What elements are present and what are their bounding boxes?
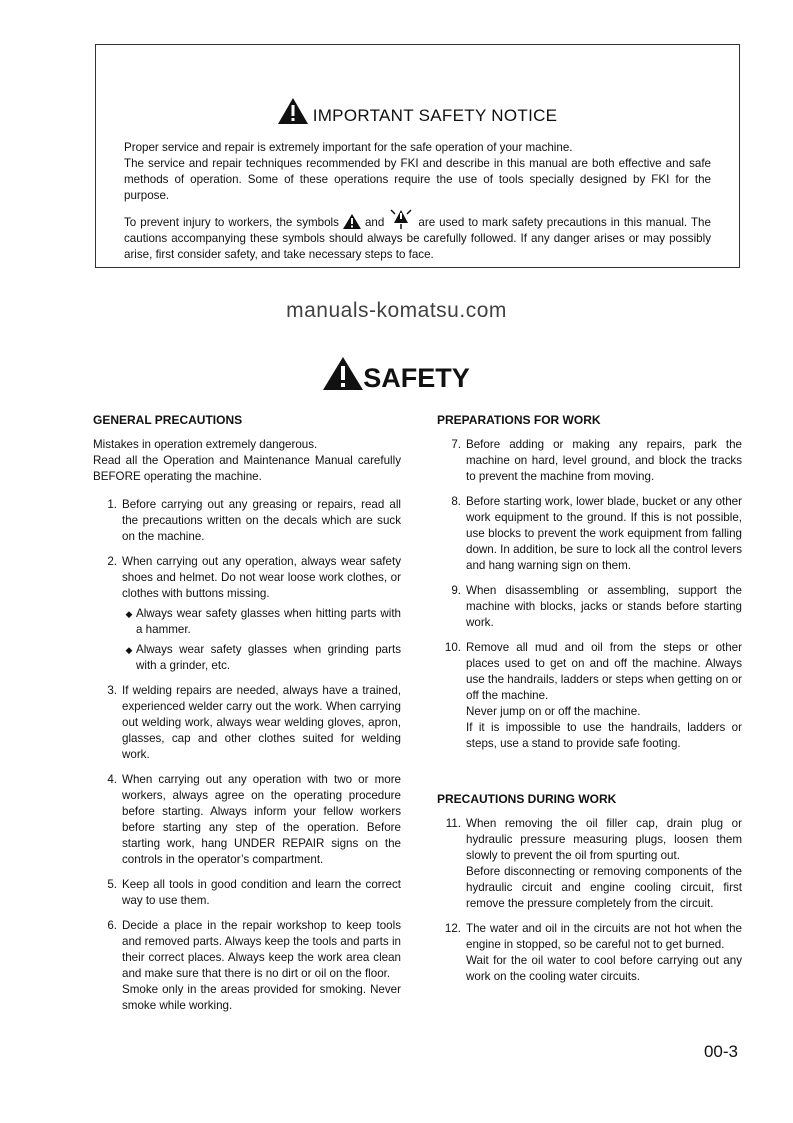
list-item: 11. When removing the oil filler cap, drain plug or hydraulic pressure measuring plugs, loosen them slowly to prevent the oil from spurting out. Before disconnecting or removing components of the hydraulic circuit and engine cooling circuit, first remove the pressure completely from the circuit. [445, 817, 742, 910]
general-precautions-column [93, 412, 401, 1023]
notice-paragraph: To prevent injury to workers, the symbols and are used to mark safety precautions in this manual. The cautions accompanying these symbols should always be carefully followed. If any danger arises or may possibly arise, first consider safety, and take necessary steps to face. [124, 209, 711, 263]
list-item: 8. Before starting work, lower blade, bucket or any other work equipment to the ground. If this is not possible, use blocks to prevent the work equipment from falling down. In addition, be sure to lock all the control levers and hang warning sign on them. [451, 495, 742, 572]
important-safety-notice-box [95, 44, 740, 268]
warning-triangle-icon [323, 357, 363, 390]
bullet-item: ◆ Always wear safety glasses when grinding parts with a grinder, etc. [125, 643, 401, 672]
list-item: 9. When disassembling or assembling, support the machine with blocks, jacks or stands before starting work. [451, 584, 742, 629]
section-heading: GENERAL PRECAUTIONS [93, 413, 243, 427]
bullet-item: ◆ Always wear safety glasses when hitting parts with a hammer. [125, 607, 401, 636]
section-heading: PREPARATIONS FOR WORK [437, 413, 601, 427]
list-item: 2. When carrying out any operation, always wear safety shoes and helmet. Do not wear loose work clothes, or clothes with buttons missing. ◆ Always wear safety glasses when hitting parts with a hammer. ◆ Always wear safety glasses when grinding parts with a grinder, etc. [107, 555, 401, 672]
notice-title: IMPORTANT SAFETY NOTICE [96, 98, 739, 124]
list-item: 12. The water and oil in the circuits are not hot when the engine in stopped, so be careful not to get burned. Wait for the oil water to cool before carrying out any work on the cooling water circuits. [444, 922, 742, 983]
list-item: 6. Decide a place in the repair workshop to keep tools and removed parts. Always keep the tools and parts in their correct places. Always keep the work area clean and make sure that there is no dirt or oil on the floor. Smoke only in the areas provided for smoking. Never smoke while working. [107, 919, 401, 1012]
watermark: manuals-komatsu.com [286, 299, 507, 322]
warning-triangle-icon [278, 98, 308, 124]
warning-triangle-icon [343, 214, 361, 229]
intro-text: Mistakes in operation extremely dangerous. Read all the Operation and Maintenance Manual carefully BEFORE operating the machine. [93, 438, 401, 483]
notice-paragraph: The service and repair techniques recommended by FKI and describe in this manual are both effective and safe methods of operation. Some of these operations require the use of tools specially designed by FKI for the purpose. [124, 157, 711, 202]
list-item: 7. Before adding or making any repairs, park the machine on hard, level ground, and block the tracks to prevent the machine from moving. [451, 438, 742, 483]
section-heading: PRECAUTIONS DURING WORK [437, 792, 617, 806]
notice-paragraph: Proper service and repair is extremely important for the safe operation of your machine. [124, 141, 573, 154]
list-item: 10. Remove all mud and oil from the steps or other places used to get on and off the machine. Always use the handrails, ladders or steps when getting on or off the machine. Never jump on or off the machine. If it is impossible to use the handrails, ladders or steps, use a stand to provide safe footing. [444, 641, 742, 750]
list-item: 3. If welding repairs are needed, always have a trained, experienced welder carry out the work. When carrying out welding work, always wear welding gloves, apron, glasses, cap and other clothes suited for welding work. [107, 684, 401, 761]
list-item: 1. Before carrying out any greasing or repairs, read all the precautions written on the decals which are suck on the machine. [107, 498, 401, 543]
list-item: 4. When carrying out any operation with two or more workers, always agree on the operating procedure before starting. Always inform your fellow workers before starting any step of the operation. Before starting work, hang UNDER REPAIR signs on the controls in the operator’s compartment. [107, 773, 401, 866]
safety-title: SAFETY [0, 357, 793, 390]
page-number: 00-3 [703, 1042, 738, 1061]
list-item: 5. Keep all tools in good condition and learn the correct way to use them. [107, 878, 401, 907]
preparations-column [437, 412, 742, 994]
danger-triangle-icon [388, 209, 414, 229]
